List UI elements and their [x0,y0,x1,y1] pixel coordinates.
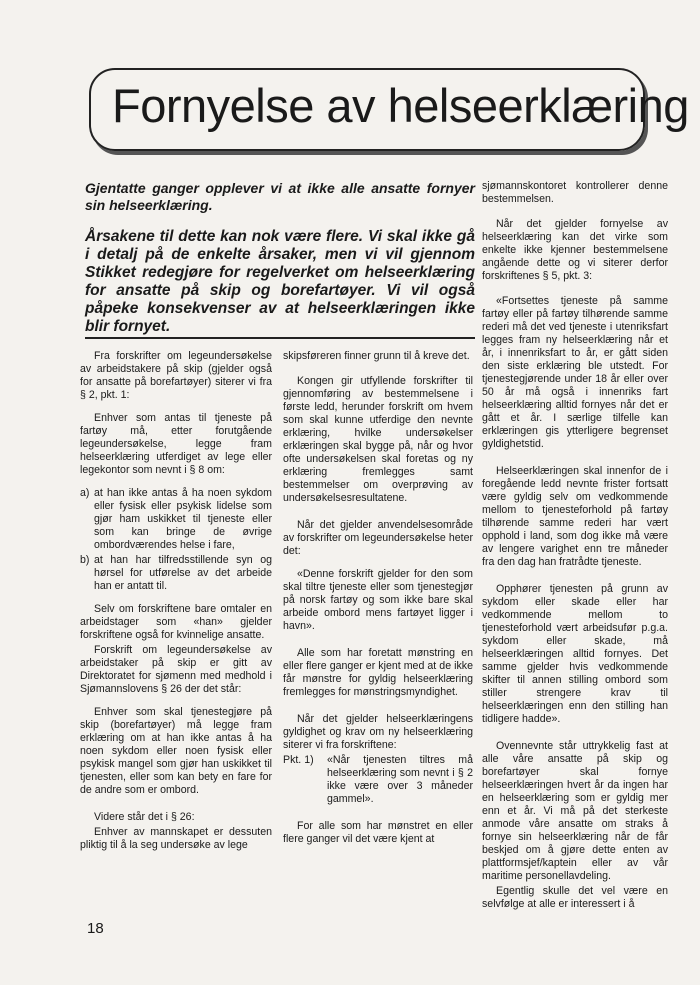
page-number: 18 [87,920,104,937]
list-marker: Pkt. 1) [283,754,314,766]
col2-paragraph: Alle som har foretatt mønstring en eller flere ganger er kjent med at de ikke får mønstre for gyldig helseerklæring fremlegges for mønstringsmyndighet. [283,647,473,698]
col1-paragraph: Fra forskrifter om legeundersøkelse av arbeidstakere på skip (gjelder også for ansatte på borefartøyer) siterer vi fra § 2, pkt. 1: [80,350,272,401]
col3-paragraph: Ovennevnte står uttrykkelig fast at alle våre ansatte på skip og borefartøyer skal fornye helseerklæringen hvert år da ingen har en helseerklæring som er gyldig mer enn et år. Vi må på det sterkeste anmode våre ansatte om straks å fornye sin helseerklæring når de får beskjed om å gjøre dette enten av plattformsjef/kaptein eller av vår maritime personellavdeling. [482,740,668,882]
col1-paragraph: Videre står det i § 26: [94,811,195,823]
col3-paragraph: Opphører tjenesten på grunn av sykdom eller skade eller har vedkommende mellom to tjenesteforhold vært arbeidsufør p.g.a. sykdom eller skade, må helseerklæringen alltid fornyes. Det samme gjelder hvis vedkommende skifter til annen stilling ombord som stiller strengere krav til helseerklæringen enn den stilling han tidligere hadde». [482,583,668,725]
col2-paragraph: «Denne forskrift gjelder for den som skal tiltre tjeneste eller som tjenestegjør på norsk fartøy og som ikke bare skal arbeide ombord mens fartøyet ligger i havn». [283,568,473,632]
list-marker: b) [80,554,90,566]
intro-paragraph-1: Gjentatte ganger opplever vi at ikke alle ansatte fornyer sin helseerklæring. [85,180,475,213]
list-item-a [80,487,272,552]
list-text: «Når tjenesten tiltres må helseerklæring som nevnt i § 2 ikke være over 3 måneder gammel». [327,754,473,805]
col3-paragraph: «Fortsettes tjeneste på samme fartøy eller på fartøy tilhørende samme rederi må det ved tjeneste i utenriksfart legges fram ny helseerklæring når et år, i innenriksfart to år, er gått siden den siste erklæring ble utstedt. For tjenestegjørende under 18 år eller over 50 år må også i innenriks fart helseerklæring alltid fornyes når det er gått et år. I særlige tilfelle kan erklæringen gis ytterligere begrenset gyldighetstid. [482,295,668,450]
col2-paragraph: Kongen gir utfyllende forskrifter til gjennomføring av bestemmelsene i første ledd, herunder forskrift om hvem som skal kunne utferdige den nevnte erklæring, hvilke undersøkelser erklæringen skal bygge på, når og hvor ofte undersøkelsen skal foretas og ny erklæring fremlegges samt bestemmelser om overprøving av undersøkelsesresultatene. [283,375,473,504]
col1-paragraph: Enhver som skal tjenestegjøre på skip (borefartøyer) må legge fram erklæring om at han ikke antas å ha noen sykdom eller noen fysisk eller psykisk mangel som gjør han uskikket til tjenesten, eller som kan bety en fare for de andre som er ombord. [80,706,272,796]
col3-paragraph: Helseerklæringen skal innenfor de i foregående ledd nevnte frister fortsatt være gyldig selv om vedkommende mellom to tjenesteforhold på fartøy tilhørende samme rederi har vært opphold i land, som dog ikke må være av lengere varighet enn tre måneder fra den dag han fratrådte tjeneste. [482,465,668,568]
intro-lead [85,180,475,350]
col3-paragraph: Når det gjelder fornyelse av helseerklæring kan det virke som enkelte ikke kjenner bestemmelsene angående dette og vi siterer derfor forskriftenes § 5, pkt. 3: [482,218,668,282]
list-text: at han ikke antas å ha noen sykdom eller fysisk eller psykisk lidelse som gjør ham uskikket til tjeneste eller som kan bringe de øvrige ombordværendes helse i fare, [94,487,272,551]
intro-divider [85,337,475,339]
col2-paragraph: Når det gjelder anvendelsesområde av forskrifter om legeundersøkelse heter det: [283,519,473,557]
column-2 [283,350,473,856]
intro-paragraph-2: Årsakene til dette kan nok være flere. Vi skal ikke gå i detalj på de enkelte årsaker, men vi vil gjennom Stikket redegjøre for regelverket om helseerklæring for ansatte på skip og borefartøyer. Vi vil også påpeke konsekvenser av at helseerklæringen ikke blir fornyet. [85,228,475,335]
col1-paragraph: Enhver som antas til tjeneste på fartøy må, etter forutgående legeundersøkelse, legge fram helseerklæring utferdiget av lege eller legekontor som nevnt i § 8 om: [80,412,272,476]
col3-paragraph: Egentlig skulle det vel være en selvfølge at alle er interessert i å [482,885,668,910]
col2-paragraph: skipsføreren finner grunn til å kreve det. [283,350,470,362]
column-1 [80,350,272,862]
column-3 [482,180,668,921]
col1-paragraph: Forskrift om legeundersøkelse av arbeidstaker på skip er gitt av Direktoratet for sjømenn med medhold i Sjømannslovens § 26 der det står: [80,644,272,695]
list-text: at han har tilfredsstillende syn og hørsel for utførelse av det arbeide han er antatt til. [94,554,272,592]
col1-paragraph: Selv om forskriftene bare omtaler en arbeidstager som «han» gjelder forskriftene også for kvinnelige ansatte. [80,603,272,641]
list-marker: a) [80,487,90,499]
pkt-item [283,754,473,806]
col2-paragraph: For alle som har mønstret en eller flere ganger vil det være kjent at [283,820,473,845]
col3-paragraph: sjømannskontoret kontrollerer denne bestemmelsen. [482,180,668,205]
list-item-b [80,554,272,593]
col2-paragraph: Når det gjelder helseerklæringens gyldighet og krav om ny helseerklæring siterer vi fra forskriftene: [283,713,473,751]
article-title: Fornyelse av helseerklæring [112,79,689,132]
col1-paragraph: Enhver av mannskapet er dessuten pliktig til å la seg undersøke av lege [80,826,272,851]
